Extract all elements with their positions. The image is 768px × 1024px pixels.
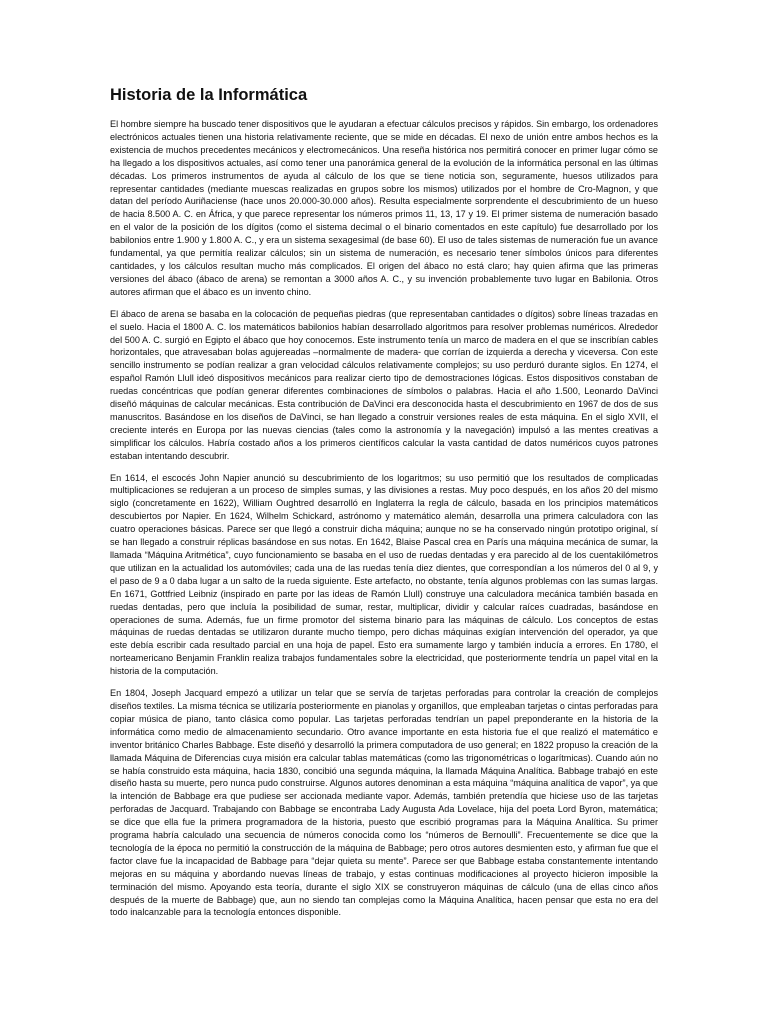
paragraph-1: El hombre siempre ha buscado tener dispositivos que le ayudaran a efectuar cálculos precisos y rápidos. Sin embargo, los ordenadores electrónicos actuales tienen una historia relativamente reciente, que se mide en décadas. El nexo de unión entre ambos hechos es la existencia de muchos precedentes mecánicos y electromecánicos. Una reseña histórica nos permitirá conocer en primer lugar cómo se ha llegado a los dispositivos actuales, así como tener una panorámica general de la evolución de la informática personal en las últimas décadas. Los primeros instrumentos de ayuda al cálculo de los que se tiene noticia son, seguramente, huesos utilizados para representar cantidades (mediante muescas realizadas en grupos sobre los mismos) utilizados por el hombre de Cro-Magnon, y que datan del período Auriñaciense (hace unos 20.000-30.000 años). Resulta especialmente sorprendente el descubrimiento de un hueso de hacia 8.500 A. C. en África, y que parece representar los números primos 11, 13, 17 y 19. El primer sistema de numeración basado en el valor de la posición de los dígitos (como el sistema decimal o el binario comentados en este capítulo) fue desarrollado por los babilonios entre 1.900 y 1.800 A. C., y era un sistema sexagesimal (de base 60). El uso de tales sistemas de numeración fue un avance fundamental, ya que permitía realizar cálculos; sin un sistema de numeración, es necesario tener símbolos únicos para diferentes cantidades, y los cálculos resultan mucho más complicados. El origen del ábaco no está claro; hay quien afirma que las primeras versiones del ábaco (ábaco de arena) se remontan a 3000 años A. C., y su invención probablemente tuvo lugar en Babilonia. Otros autores afirman que el ábaco es un invento chino. <box>110 119 658 297</box>
document-title: Historia de la Informática <box>110 86 308 104</box>
paragraph-4: En 1804, Joseph Jacquard empezó a utilizar un telar que se servía de tarjetas perforadas para controlar la creación de complejos diseños textiles. La misma técnica se utilizaría posteriormente en pianolas y organillos, que empleaban tarjetas o cintas perforadas para copiar música de piano, tanto clásica como popular. Las tarjetas perforadas tendrían un papel preponderante en la historia de la informática como medio de almacenamiento secundario. Otro avance importante en esta historia fue el que realizó el matemático e inventor británico Charles Babbage. Este diseñó y desarrolló la primera computadora de uso general; en 1822 propuso la creación de la llamada Máquina de Diferencias cuya misión era calcular tablas matemáticas (como las trigonométricas o logarítmicas). Cuando aún no se había construido esta máquina, hacia 1830, concibió una segunda máquina, la llamada Máquina Analítica. Babbage trabajó en este diseño hasta su muerte, pero nunca pudo construirse. Algunos autores denominan a esta máquina “máquina analítica de vapor”, ya que la intención de Babbage era que pudiese ser accionada mediante vapor. Además, también pretendía que hiciese uso de las tarjetas perforadas de Jacquard. Trabajando con Babbage se encontraba Lady Augusta Ada Lovelace, hija del poeta Lord Byron, matemática; se dice que ella fue la primera programadora de la historia, puesto que escribió programas para la Máquina Analítica. Su primer programa habría calculado una secuencia de números conocida como los “números de Bernoulli”. Frecuentemente se dice que la tecnología de la época no permitió la construcción de la máquina de Babbage; pero otros autores desmienten esto, y afirman fue que el factor clave fue la incapacidad de Babbage para “dejar quieta su mente”. Parece ser que Babbage estaba constantemente intentando mejoras en su máquina y abordando nuevas líneas de trabajo, y estas continuas modificaciones al proyecto hicieron imposible la terminación del mismo. Apoyando esta teoría, durante el siglo XIX se construyeron máquinas de cálculo (una de ellas cinco años después de la muerte de Babbage) que, aun no siendo tan complejas como la Máquina Analítica, hacen pensar que esta no era del todo inalcanzable para la tecnología entonces disponible. <box>110 688 658 918</box>
paragraph-3: En 1614, el escocés John Napier anunció su descubrimiento de los logaritmos; su uso permitió que los resultados de complicadas multiplicaciones se redujeran a un proceso de simples sumas, y las divisiones a restas. Muy poco después, en los años 20 del mismo siglo (concretamente en 1622), William Oughtred desarrolló en Inglaterra la regla de cálculo, basada en los principios matemáticos descubiertos por Napier. En 1624, Wilhelm Schickard, astrónomo y matemático alemán, desarrolla una primera calculadora con las cuatro operaciones básicas. Parece ser que llegó a construir dicha máquina; aunque no se ha conservado ningún prototipo original, sí se han llegado a construir réplicas basándose en sus notas. En 1642, Blaise Pascal crea en París una máquina mecánica de sumar, la llamada “Máquina Aritmética”, cuyo funcionamiento se basaba en el uso de ruedas dentadas y era parecido al de los cuentakilómetros que utilizan en la actualidad los automóviles; cada una de las ruedas tenía diez dientes, que correspondían a los números del 0 al 9, y el paso de 9 a 0 daba lugar a un salto de la rueda siguiente. Este artefacto, no obstante, tenía algunos problemas con las sumas largas. En 1671, Gottfried Leibniz (inspirado en parte por las ideas de Ramón Llull) construye una calculadora mecánica también basada en ruedas dentadas, pero que incluía la posibilidad de sumar, restar, multiplicar, dividir y calcular raíces cuadradas, basándose en operaciones de suma. Además, fue un firme promotor del sistema binario para las máquinas de cálculo. Los conceptos de estas máquinas de ruedas dentadas se utilizaron durante mucho tiempo, pero dichas máquinas exigían intervención del operador, ya que este debía escribir cada resultado parcial en una hoja de papel. Esto era sumamente largo y también inducía a errores. En 1780, el norteamericano Benjamin Franklin realiza trabajos fundamentales sobre la electricidad, que posteriormente tendría un papel vital en la historia de la computación. <box>110 472 659 677</box>
document-body <box>110 84 658 928</box>
paragraph-2: El ábaco de arena se basaba en la colocación de pequeñas piedras (que representaban cantidades o dígitos) sobre líneas trazadas en el suelo. Hacia el 1800 A. C. los matemáticos babilonios habían desarrollado algoritmos para resolver problemas numéricos. Alrededor del 500 A. C. surgió en Egipto el ábaco que hoy conocemos. Este instrumento tenía un marco de madera en el que se inscribían cables horizontales, que atravesaban bolas agujereadas –normalmente de madera- que corrían de izquierda a derecha y viceversa. Con este sencillo instrumento se podían realizar a gran velocidad cálculos relativamente complejos; su uso perduró durante siglos. En 1274, el español Ramón Llull ideó dispositivos mecánicos para realizar cierto tipo de demostraciones lógicas. Estos dispositivos constaban de ruedas concéntricas que podían generar diferentes combinaciones de símbolos o palabras. Hacia el año 1.500, Leonardo DaVinci diseñó máquinas de calcular mecánicas. Esta contribución de DaVinci era desconocida hasta el descubrimiento en 1967 de dos de sus manuscritos. Basándose en los diseños de DaVinci, se han llegado a construir versiones reales de esta máquina. En el siglo XVII, el creciente interés en Europa por las nuevas ciencias (tales como la astronomía y la navegación) impulsó a las mentes creativas a simplificar los cálculos. Habría costado años a los primeros científicos calcular la vasta cantidad de datos numéricos cuyos patrones estaban intentando descubrir. <box>110 308 658 461</box>
